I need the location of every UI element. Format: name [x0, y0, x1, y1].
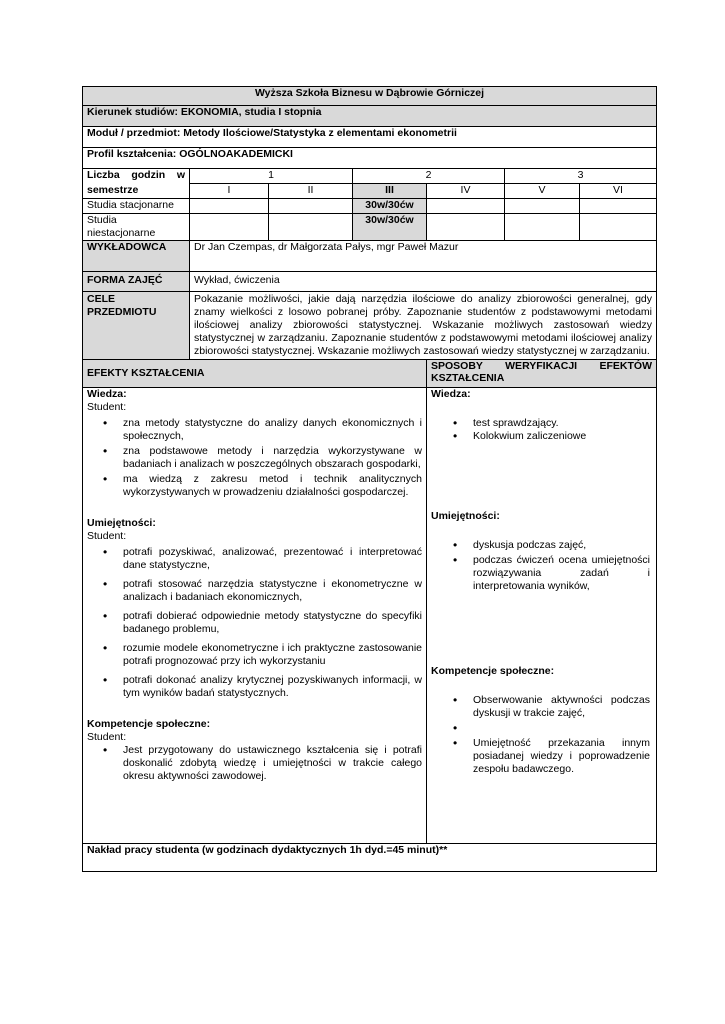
- cele-label: CELE PRZEDMIOTU: [83, 292, 190, 360]
- kompetencje-list: [87, 744, 422, 783]
- hours-cell: [190, 214, 269, 241]
- semester-3: III: [353, 184, 427, 199]
- list-item: • Umiejętność przekazania innym posiadanej wiedzy i poprowadzenie zespołu badawczego.: [473, 737, 650, 776]
- cele-value: Pokazanie możliwości, jakie dają narzędzia ilościowe do analizy zbiorowości generalnej, gdy znamy wielkości z losowo pobranej próby. Zapoznanie studentów z podstawowymi metodami ilościowej analizy zbiorowości statystycznej. Wskazanie możliwych zastosowań wiedzy statystycznej w zarządzaniu. Zapoznanie studentów z podstawowymi metodami ilościowej analizy zbiorowości statystycznej. Wskazanie możliwych zastosowań wiedzy statystycznej w zarządzaniu.: [190, 292, 657, 360]
- list-item: • potrafi dobierać odpowiednie metody statystyczne do specyfiki badanego problemu,: [123, 610, 422, 636]
- profil-row: Profil kształcenia: OGÓLNOAKADEMICKI: [83, 148, 657, 169]
- hours-cell: [427, 199, 505, 214]
- list-item: • dyskusja podczas zajęć,: [473, 539, 650, 552]
- list-item: • Jest przygotowany do ustawicznego kształcenia się i potrafi doskonalić zdobytą wiedzę i umiejętności w trakcie całego okresu aktywności zawodowej.: [123, 744, 422, 783]
- semester-6: VI: [580, 184, 657, 199]
- hours-row-niestacjonarne: [83, 214, 657, 241]
- semester-1: I: [190, 184, 269, 199]
- efekty-header: EFEKTY KSZTAŁCENIA: [83, 360, 427, 388]
- list-item: • rozumie modele ekonometryczne i ich praktyczne zastosowanie potrafi prognozować przy ich wykorzystaniu: [123, 642, 422, 668]
- row-label: Studia niestacjonarne: [83, 214, 190, 241]
- wiedza-title: Wiedza:: [87, 388, 127, 400]
- efekty-content: [83, 388, 427, 844]
- umiejetnosci-verif-list: [431, 539, 652, 593]
- kompetencje-student: Student:: [87, 731, 127, 743]
- hours-cell: [505, 214, 580, 241]
- weryfikacja-content: [427, 388, 657, 844]
- hours-cell: [427, 214, 505, 241]
- kompetencje-verif-title: Kompetencje społeczne:: [431, 665, 555, 677]
- list-item: • zna podstawowe metody i narzędzia wykorzystywane w badaniach i analizach w poszczególnych obszarach gospodarki,: [123, 445, 422, 471]
- umiejetnosci-student: Student:: [87, 530, 127, 542]
- weryfikacja-header: SPOSOBY WERYFIKACJI EFEKTÓW KSZTAŁCENIA: [427, 360, 657, 388]
- hours-cell: [190, 199, 269, 214]
- semester-4: IV: [427, 184, 505, 199]
- year-1: 1: [190, 169, 353, 184]
- wiedza-student: Student:: [87, 401, 127, 413]
- row-label: Studia stacjonarne: [83, 199, 190, 214]
- wykladowca-value: Dr Jan Czempas, dr Małgorzata Pałys, mgr Paweł Mazur: [190, 241, 657, 272]
- syllabus-table: [82, 86, 657, 872]
- hours-cell: [580, 199, 657, 214]
- hours-cell: 30w/30ćw: [353, 214, 427, 241]
- semester-5: V: [505, 184, 580, 199]
- list-item: • potrafi stosować narzędzia statystyczne i ekonometryczne w analizach i badaniach ekonomicznych,: [123, 578, 422, 604]
- wykladowca-label: WYKŁADOWCA: [83, 241, 190, 272]
- list-item: • ma wiedzą z zakresu metod i technik analitycznych wykorzystywanych w prowadzeniu działalności gospodarczej.: [123, 473, 422, 499]
- list-item: • Obserwowanie aktywności podczas dyskusji w trakcie zajęć,: [473, 694, 650, 720]
- umiejetnosci-list: [87, 546, 422, 700]
- list-item: • podczas ćwiczeń ocena umiejętności rozwiązywania zadań i interpretowania wyników,: [473, 554, 650, 593]
- hours-row-stacjonarne: [83, 199, 657, 214]
- list-item: • zna metody statystyczne do analizy danych ekonomicznych i społecznych,: [123, 417, 422, 443]
- umiejetnosci-verif-title: Umiejętności:: [431, 510, 500, 522]
- year-3: 3: [505, 169, 657, 184]
- hours-cell: [269, 214, 353, 241]
- kompetencje-verif-list: [431, 694, 652, 776]
- hours-cell: [580, 214, 657, 241]
- syllabus-page: [82, 86, 656, 872]
- forma-label: FORMA ZAJĘĆ: [83, 272, 190, 292]
- wiedza-verif-title: Wiedza:: [431, 388, 471, 400]
- hours-cell: 30w/30ćw: [353, 199, 427, 214]
- forma-value: Wykład, ćwiczenia: [190, 272, 657, 292]
- kompetencje-title: Kompetencje społeczne:: [87, 718, 211, 730]
- hours-label-1: Liczba godzin w: [83, 169, 190, 184]
- wiedza-list: [87, 417, 422, 499]
- semester-2: II: [269, 184, 353, 199]
- wiedza-verif-list: [431, 417, 652, 443]
- modul-row: Moduł / przedmiot: Metody Ilościowe/Statystyka z elementami ekonometrii: [83, 127, 657, 148]
- kierunek-row: Kierunek studiów: EKONOMIA, studia I stopnia: [83, 106, 657, 127]
- list-item: • test sprawdzający.: [473, 417, 650, 430]
- hours-cell: [505, 199, 580, 214]
- year-2: 2: [353, 169, 505, 184]
- hours-cell: [269, 199, 353, 214]
- list-item: • potrafi pozyskiwać, analizować, prezentować i interpretować dane statystyczne,: [123, 546, 422, 572]
- school-name: Wyższa Szkoła Biznesu w Dąbrowie Górniczej: [83, 87, 657, 106]
- hours-label-2: semestrze: [83, 184, 190, 199]
- umiejetnosci-title: Umiejętności:: [87, 517, 156, 529]
- naklad-row: Nakład pracy studenta (w godzinach dydaktycznych 1h dyd.=45 minut)**: [83, 844, 657, 872]
- list-item: • Kolokwium zaliczeniowe: [473, 430, 650, 443]
- list-item-empty: [473, 722, 650, 735]
- list-item: • potrafi dokonać analizy krytycznej pozyskiwanych informacji, w tym wyników badań statystycznych.: [123, 674, 422, 700]
